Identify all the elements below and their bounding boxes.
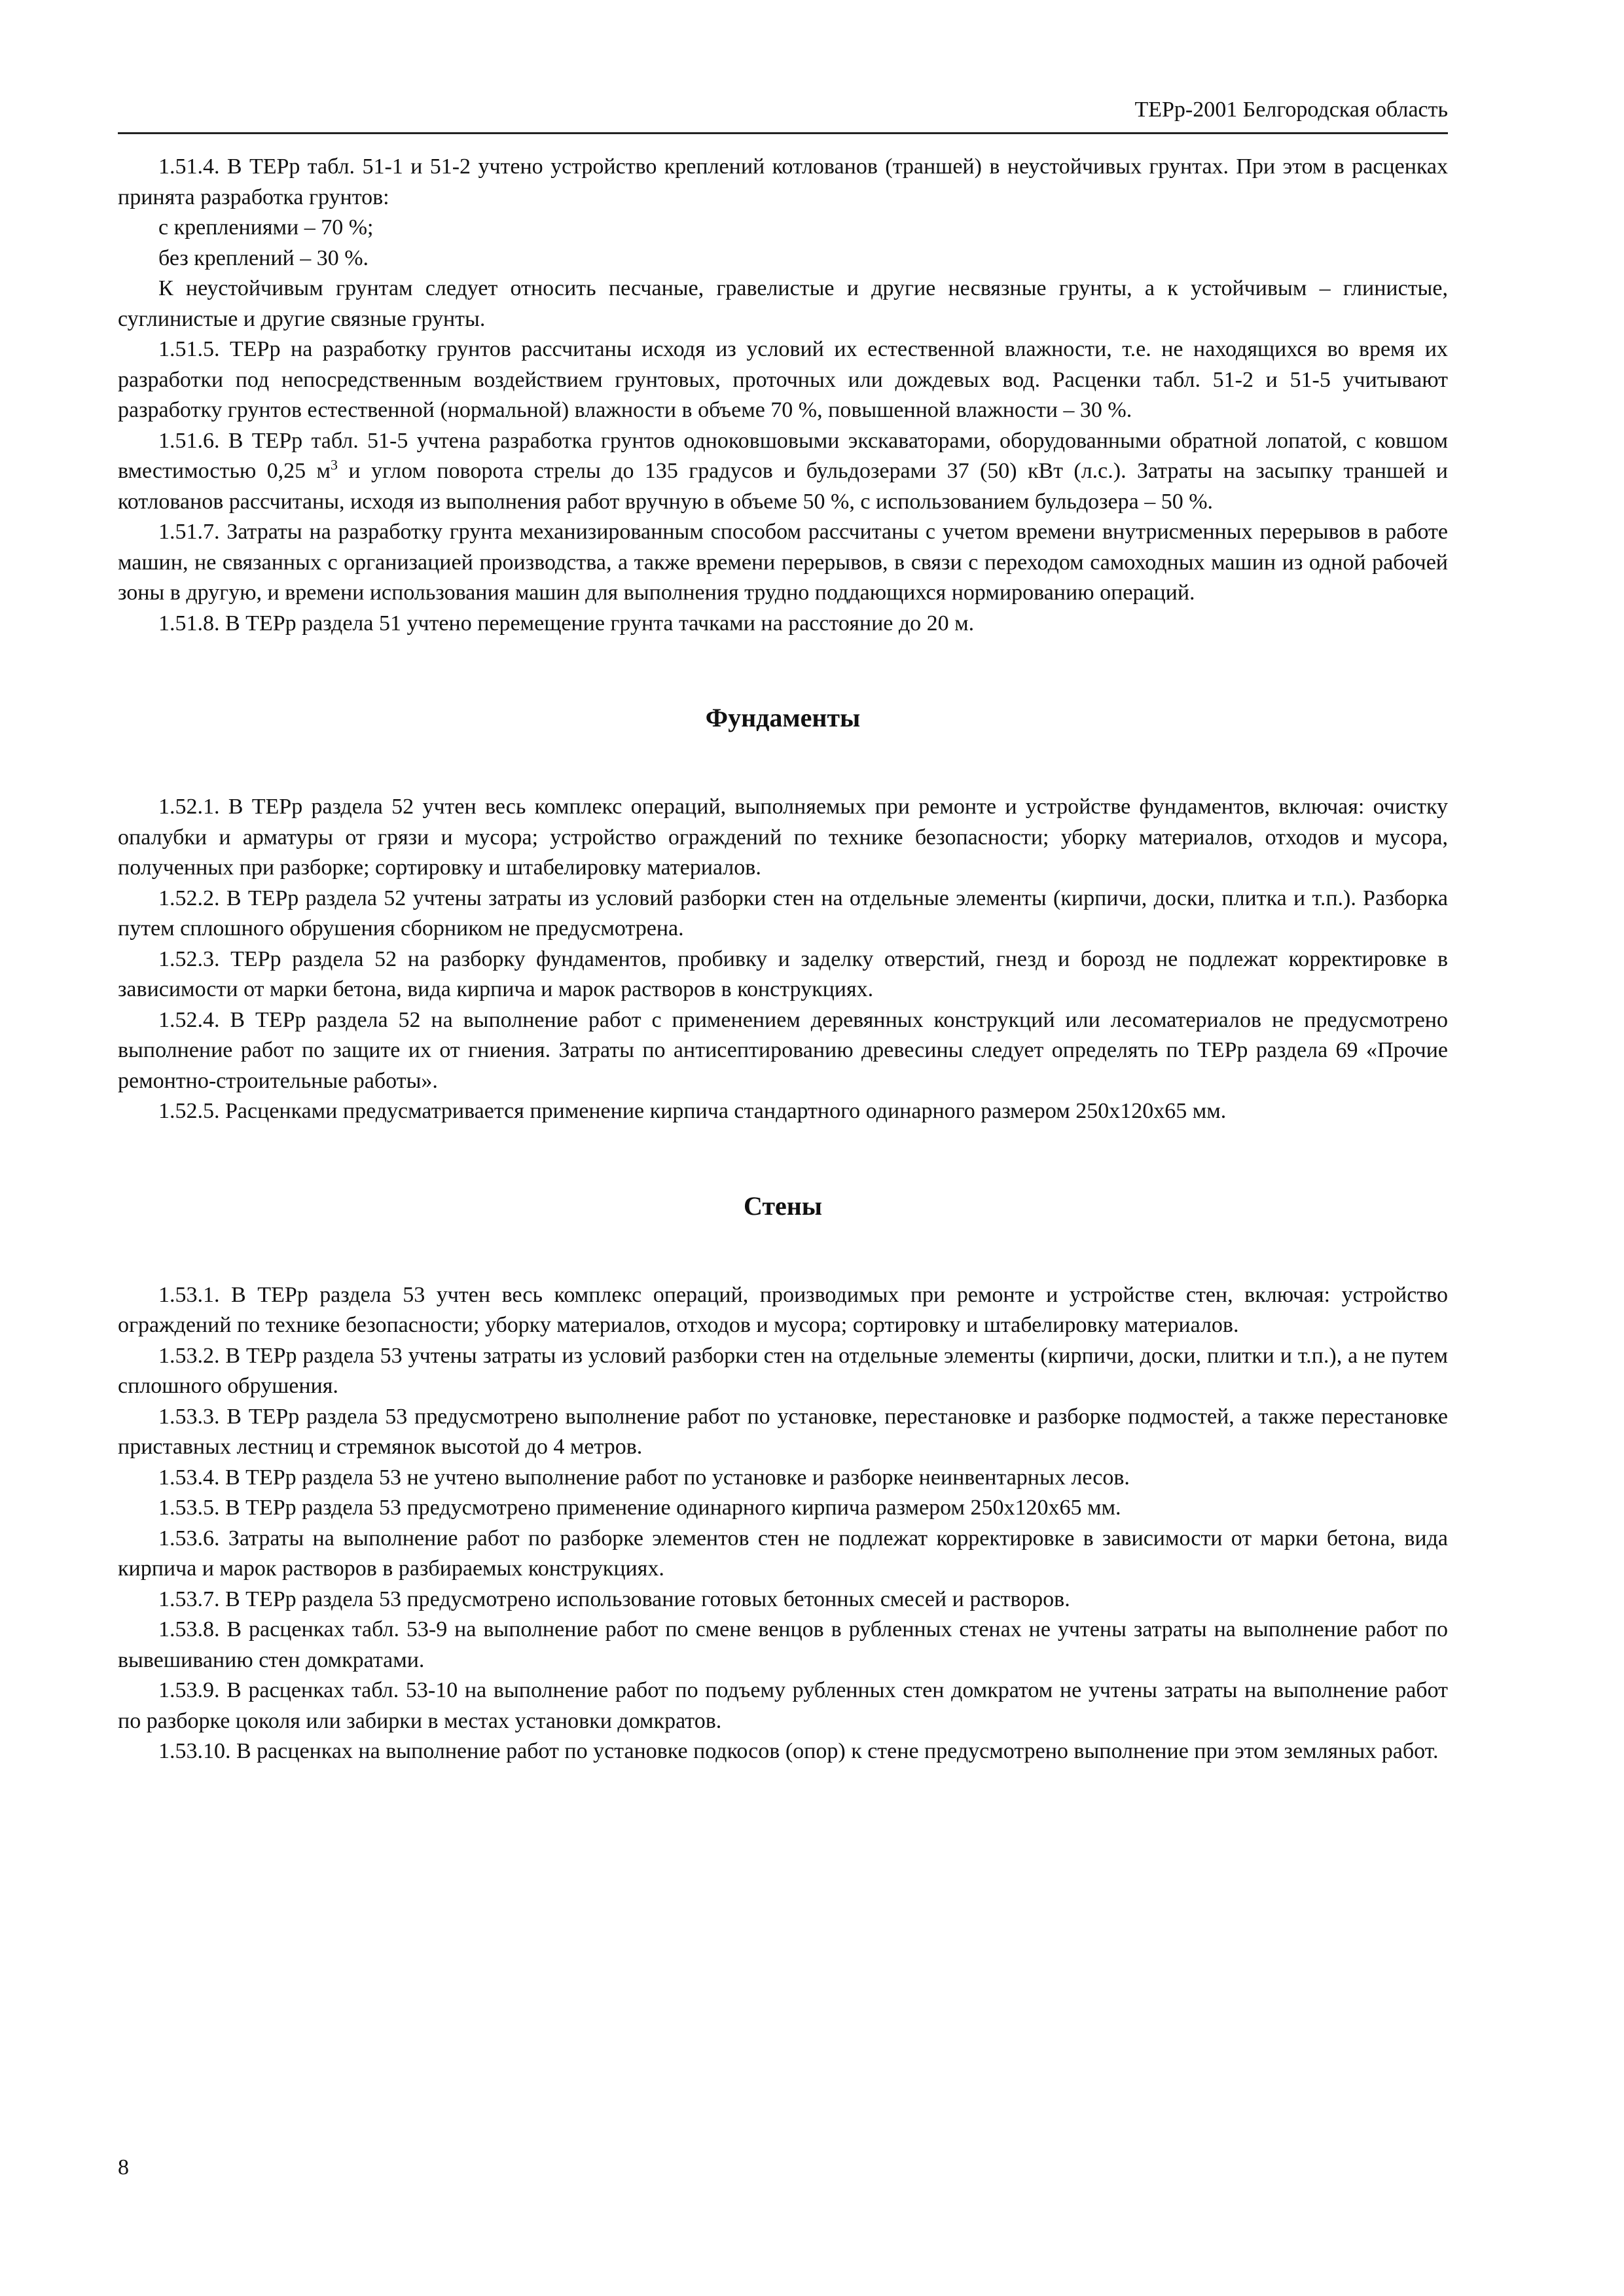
- section-title-walls: Стены: [743, 1191, 823, 1221]
- paragraph-1-53-1: 1.53.1. В ТЕРр раздела 53 учтен весь комплекс операций, производимых при ремонте и устройстве стен, включая: устройство ограждений по технике безопасности; уборку материалов, отходов и мусора; сортировку и штабелировку материалов.: [118, 1282, 1448, 1337]
- paragraph-1-52-4: 1.52.4. В ТЕРр раздела 52 на выполнение работ с применением деревянных конструкций или лесоматериалов не предусмотрено выполнение работ по защите их от гниения. Затраты по антисептированию древесины следует определять по ТЕРр раздела 69 «Прочие ремонтно-строительные работы».: [118, 1007, 1448, 1093]
- list-item-without-supports: без креплений – 30 %.: [158, 245, 369, 270]
- page-header: [118, 96, 1448, 134]
- paragraph-1-53-4: 1.53.4. В ТЕРр раздела 53 не учтено выполнение работ по установке и разборке неинвентарных лесов.: [158, 1465, 1130, 1490]
- paragraph-1-51-4: 1.51.4. В ТЕРр табл. 51-1 и 51-2 учтено устройство креплений котлованов (траншей) в неустойчивых грунтах. При этом в расценках принята разработка грунтов:: [118, 154, 1448, 209]
- header-title: ТЕРр-2001 Белгородская область: [1134, 98, 1448, 122]
- paragraph-1-53-2: 1.53.2. В ТЕРр раздела 53 учтены затраты из условий разборки стен на отдельные элементы (кирпичи, доски, плитки и т.п.), а не путем сплошного обрушения.: [118, 1343, 1448, 1398]
- page-number: 8: [118, 2155, 129, 2179]
- paragraph-1-52-3: 1.52.3. ТЕРр раздела 52 на разборку фундаментов, пробивку и заделку отверстий, гнезд и борозд не подлежат корректировке в зависимости от марки бетона, вида кирпича и марок растворов в конструкциях.: [118, 946, 1448, 1001]
- list-item-with-supports: с креплениями – 70 %;: [158, 215, 374, 240]
- paragraph-1-53-8: 1.53.8. В расценках табл. 53-9 на выполнение работ по смене венцов в рубленных стенах не учтены затраты на выполнение работ по вывешиванию стен домкратами.: [118, 1617, 1448, 1672]
- page-content: [118, 152, 1448, 1767]
- paragraph-1-52-1: 1.52.1. В ТЕРр раздела 52 учтен весь комплекс операций, выполняемых при ремонте и устройстве фундаментов, включая: очистку опалубки и арматуры от грязи и мусора; устройство ограждений по технике безопасности; уборку материалов, отходов и мусора, полученных при разборке; сортировку и штабелировку материалов.: [118, 795, 1448, 880]
- paragraph-1-53-6: 1.53.6. Затраты на выполнение работ по разборке элементов стен не подлежат корректировке в зависимости от марки бетона, вида кирпича и марок растворов в разбираемых конструкциях.: [118, 1526, 1448, 1581]
- paragraph-1-52-2: 1.52.2. В ТЕРр раздела 52 учтены затраты из условий разборки стен на отдельные элементы (кирпичи, доски, плитка и т.п.). Разборка путем сплошного обрушения сборником не предусмотрена.: [118, 886, 1448, 941]
- paragraph-1-51-5: 1.51.5. ТЕРр на разработку грунтов рассчитаны исходя из условий их естественной влажности, т.е. не находящихся во время их разработки под непосредственным воздействием грунтовых, проточных или дождевых вод. Расценки табл. 51-2 и 51-5 учитывают разработку грунтов естественной (нормальной) влажности в объеме 70 %, повышенной влажности – 30 %.: [118, 337, 1448, 422]
- cubic-superscript: 3: [331, 456, 338, 473]
- section-title-foundations: Фундаменты: [705, 703, 861, 732]
- paragraph-1-51-6: [118, 426, 1448, 518]
- paragraph-1-53-5: 1.53.5. В ТЕРр раздела 53 предусмотрено применение одинарного кирпича размером 250х120х65 мм.: [158, 1496, 1121, 1520]
- paragraph-unstable-soils: К неустойчивым грунтам следует относить песчаные, гравелистые и другие несвязные грунты, а к устойчивым – глинистые, суглинистые и другие связные грунты.: [118, 276, 1448, 331]
- paragraph-1-53-10: 1.53.10. В расценках на выполнение работ по установке подкосов (опор) к стене предусмотрено выполнение при этом земляных работ.: [158, 1739, 1439, 1763]
- paragraph-1-53-3: 1.53.3. В ТЕРр раздела 53 предусмотрено выполнение работ по установке, перестановке и разборке подмостей, а также перестановке приставных лестниц и стремянок высотой до 4 метров.: [118, 1404, 1448, 1459]
- paragraph-1-51-6-part-b: и углом поворота стрелы до 135 градусов и бульдозерами 37 (50) кВт (л.с.). Затраты на засыпку траншей и котлованов рассчитаны, исходя из выполнения работ вручную в объеме 50 %, с использованием бульдозера – 50 %.: [118, 459, 1448, 514]
- paragraph-1-52-5: 1.52.5. Расценками предусматривается применение кирпича стандартного одинарного размером 250х120х65 мм.: [158, 1099, 1227, 1123]
- paragraph-1-51-7: 1.51.7. Затраты на разработку грунта механизированным способом рассчитаны с учетом времени внутрисменных перерывов в работе машин, не связанных с организацией производства, а также времени перерывов, в связи с переходом самоходных машин из одной рабочей зоны в другую, и времени использования машин для выполнения трудно поддающихся нормированию операций.: [118, 520, 1448, 605]
- paragraph-1-53-9: 1.53.9. В расценках табл. 53-10 на выполнение работ по подъему рубленных стен домкратом не учтены затраты на выполнение работ по разборке цоколя или забирки в местах установки домкратов.: [118, 1678, 1448, 1733]
- paragraph-1-51-6-part-a: 1.51.6. В ТЕРр табл. 51-5 учтена разработка грунтов одноковшовыми экскаваторами, оборудованными обратной лопатой, с ковшом вместимостью 0,25 м: [118, 428, 1448, 483]
- paragraph-1-53-7: 1.53.7. В ТЕРр раздела 53 предусмотрено использование готовых бетонных смесей и растворов.: [158, 1587, 1070, 1611]
- paragraph-1-51-8: 1.51.8. В ТЕРр раздела 51 учтено перемещение грунта тачками на расстояние до 20 м.: [158, 611, 975, 636]
